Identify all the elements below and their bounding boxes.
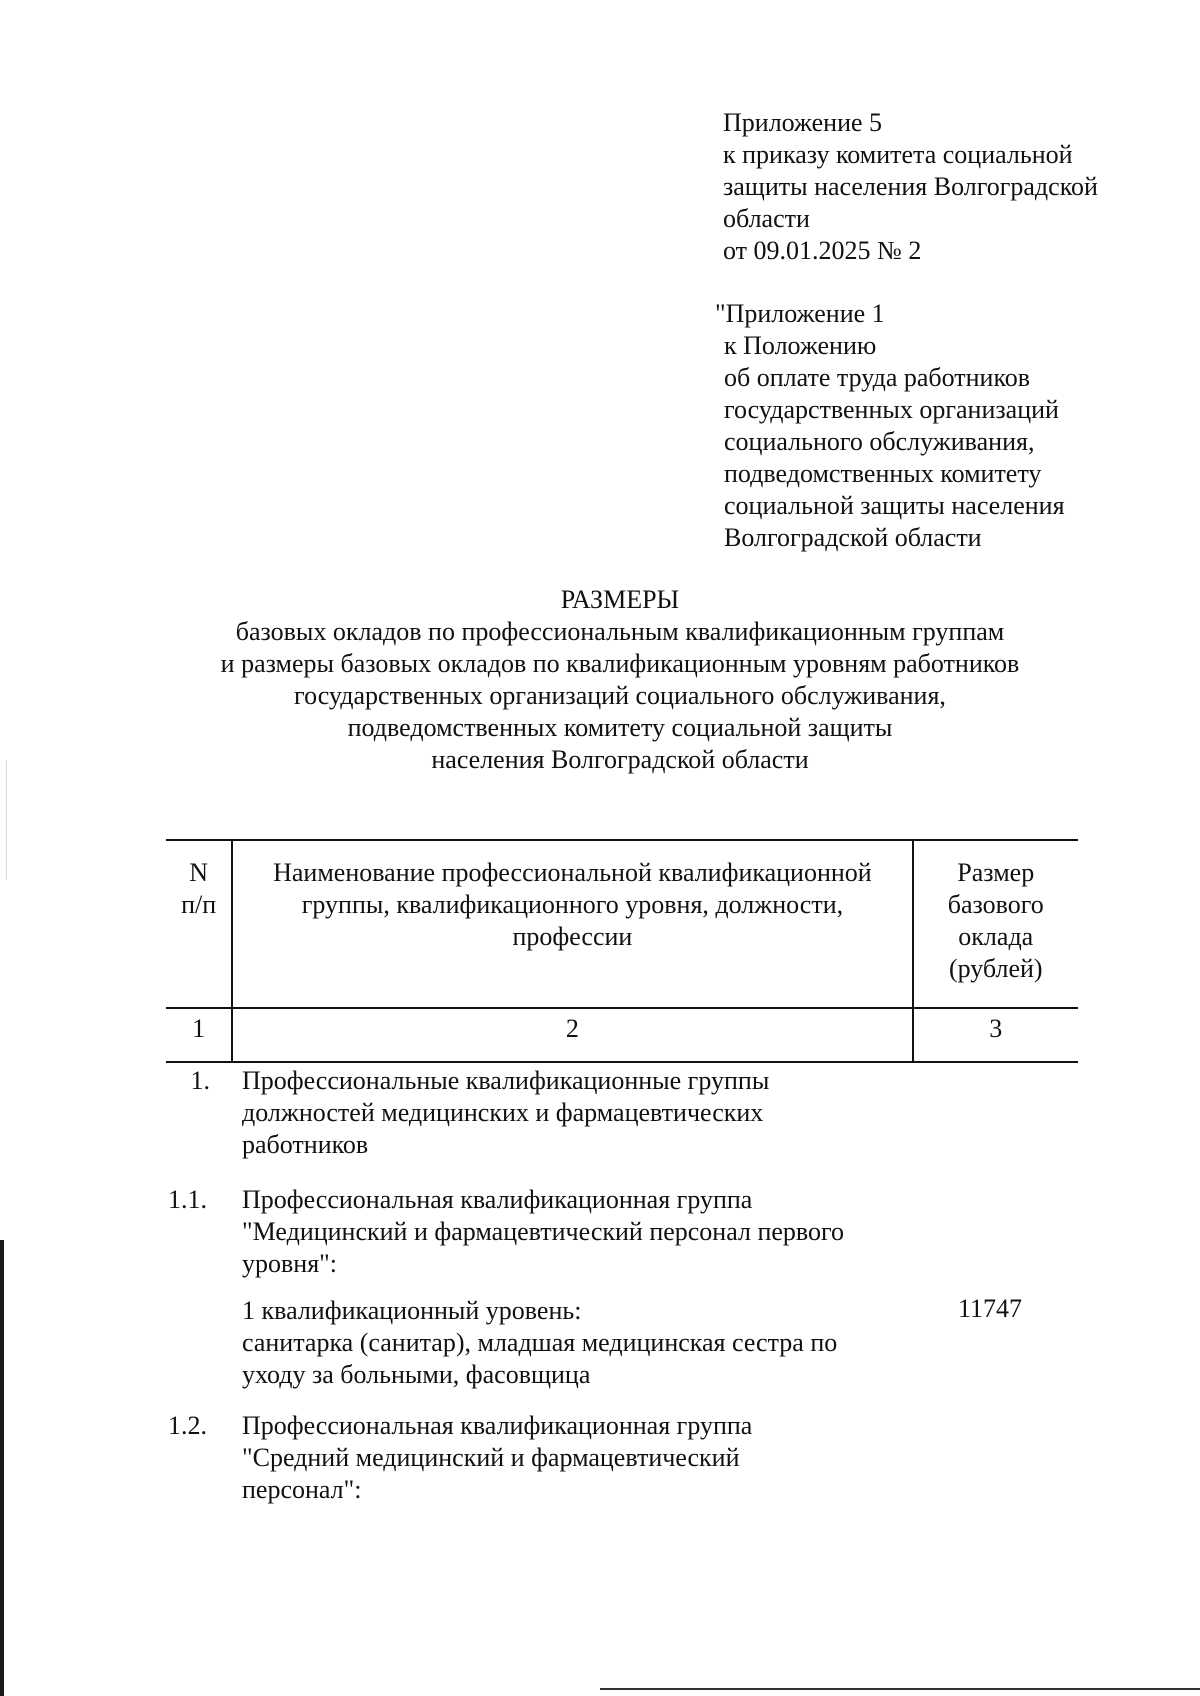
header-text: базового: [947, 890, 1044, 919]
section-line: Профессиональные квалификационные группы: [242, 1066, 770, 1095]
title-line: и размеры базовых окладов по квалификационным уровням работников: [220, 649, 1020, 678]
section-line: "Средний медицинский и фармацевтический: [242, 1443, 740, 1472]
appendix-main-line: области: [723, 204, 810, 233]
qualification-level-text: [242, 1295, 837, 1391]
title-heading: РАЗМЕРЫ: [560, 585, 680, 614]
appendix-quoted-line: государственных организаций: [724, 395, 1059, 424]
header-cell-salary: [913, 840, 1078, 1008]
qualification-line: 1 квалификационный уровень:: [242, 1296, 582, 1325]
section-text: [242, 1184, 844, 1280]
appendix-quoted-line: "Приложение 1: [715, 299, 885, 328]
header-text: оклада: [958, 922, 1034, 951]
section-text: [242, 1065, 769, 1161]
header-text: профессии: [512, 922, 633, 951]
section-number: 1.2.: [168, 1411, 207, 1440]
header-text: группы, квалификационного уровня, должности,: [301, 890, 844, 919]
scan-artifact-left-edge: [0, 1240, 4, 1696]
column-number-cell: 1: [166, 1008, 232, 1062]
scan-artifact-faint: [6, 760, 7, 880]
section-line: Профессиональная квалификационная группа: [242, 1411, 753, 1440]
appendix-main-line: от 09.01.2025 № 2: [723, 236, 922, 265]
section-line: "Медицинский и фармацевтический персонал первого: [242, 1217, 845, 1246]
section-number: 1.: [190, 1066, 210, 1095]
section-text: [242, 1410, 752, 1506]
header-cell-name: [232, 840, 912, 1008]
qualification-line: уходу за больными, фасовщица: [242, 1360, 591, 1389]
scan-artifact-bottom-edge: [600, 1688, 1200, 1690]
salary-amount: 11747: [958, 1294, 1023, 1323]
header-text: п/п: [181, 890, 217, 919]
appendix-quoted-line: социального обслуживания,: [724, 427, 1035, 456]
appendix-main-line: защиты населения Волгоградской: [723, 172, 1098, 201]
section-line: работников: [242, 1130, 369, 1159]
appendix-quoted-line: об оплате труда работников: [724, 363, 1031, 392]
title-line: населения Волгоградской области: [431, 745, 809, 774]
table-header-row: [166, 840, 1078, 1008]
appendix-quoted-line: подведомственных комитету: [724, 459, 1042, 488]
document-title: [160, 584, 1080, 776]
title-line: государственных организаций социального обслуживания,: [294, 681, 946, 710]
section-line: Профессиональная квалификационная группа: [242, 1185, 753, 1214]
appendix-quoted-line: Волгоградской области: [724, 523, 982, 552]
header-cell-number: [166, 840, 232, 1008]
header-text: N: [189, 858, 209, 887]
header-text: (рублей): [948, 954, 1043, 983]
appendix-main-line: Приложение 5: [723, 108, 883, 137]
header-text: Наименование профессиональной квалификационной: [273, 858, 872, 887]
title-line: подведомственных комитету социальной защиты: [347, 713, 893, 742]
appendix-quoted-line: социальной защиты населения: [724, 491, 1065, 520]
qualification-line: санитарка (санитар), младшая медицинская сестра по: [242, 1328, 838, 1357]
appendix-main-line: к приказу комитета социальной: [723, 140, 1073, 169]
salary-table-header: [166, 839, 1078, 1063]
section-number: 1.1.: [168, 1185, 207, 1214]
column-number-cell: 2: [232, 1008, 912, 1062]
section-line: уровня":: [242, 1249, 337, 1278]
section-line: должностей медицинских и фармацевтических: [242, 1098, 764, 1127]
table-column-numbers-row: [166, 1008, 1078, 1062]
column-number-cell: 3: [913, 1008, 1078, 1062]
appendix-quoted-header: [715, 298, 1065, 554]
title-line: базовых окладов по профессиональным квалификационным группам: [235, 617, 1005, 646]
appendix-main-header: [723, 107, 1098, 267]
header-text: Размер: [957, 858, 1035, 887]
section-line: персонал":: [242, 1475, 362, 1504]
appendix-quoted-line: к Положению: [724, 331, 877, 360]
